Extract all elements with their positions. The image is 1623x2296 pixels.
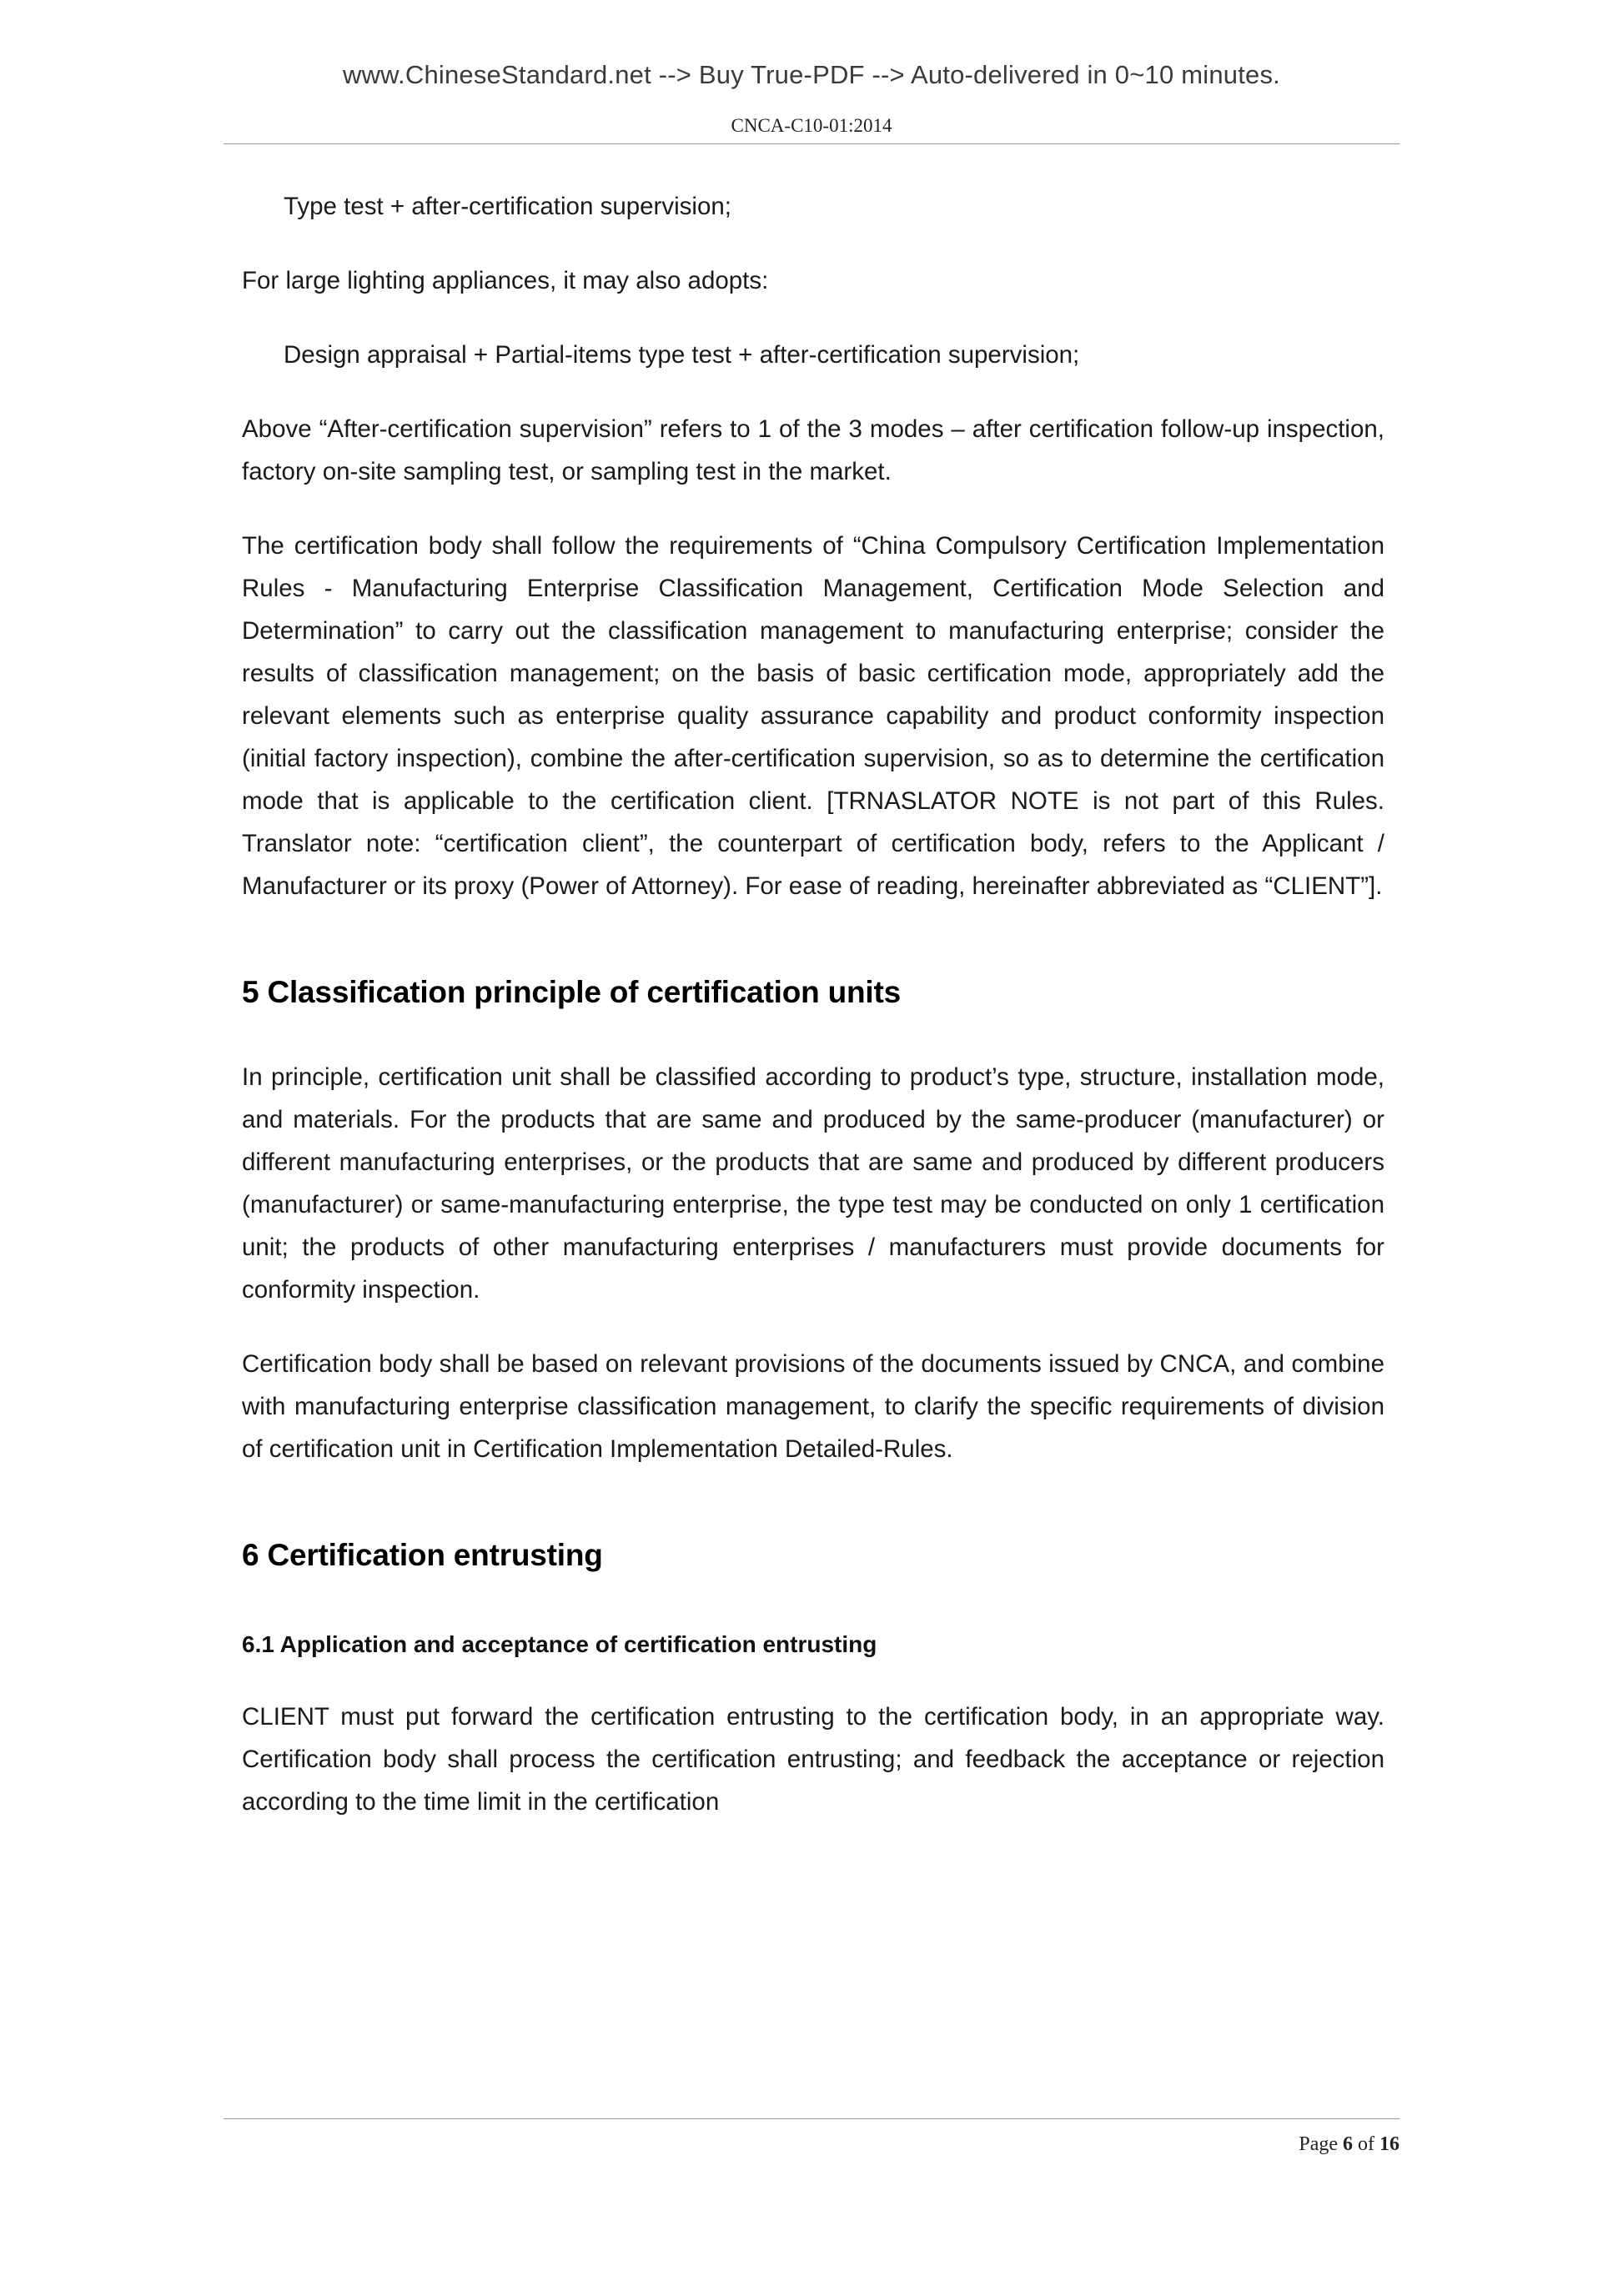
heading-section-5: 5 Classification principle of certification units: [242, 975, 901, 1009]
paragraph-client-entrusting: CLIENT must put forward the certification entrusting to the certification body, in an appropriate way. Certification body shall process the certification entrusting; and feedback the acceptance or rejection according to the time limit in the certification: [242, 1703, 1384, 1816]
footer-of-label: of: [1358, 2133, 1374, 2155]
footer-page-label: Page: [1299, 2133, 1338, 2155]
footer-page-number: 6: [1343, 2133, 1353, 2155]
paragraph-type-test-mode: Type test + after-certification supervision;: [284, 193, 731, 220]
heading-subsection-6-1: 6.1 Application and acceptance of certification entrusting: [242, 1631, 877, 1657]
header-divider: [224, 143, 1399, 144]
paragraph-after-certification-supervision: Above “After-certification supervision” refers to 1 of the 3 modes – after certification follow-up inspection, factory on-site sampling test, or sampling test in the market.: [242, 415, 1384, 485]
paragraph-design-appraisal-mode: Design appraisal + Partial-items type test + after-certification supervision;: [284, 341, 1080, 369]
watermark-promo-text: www.ChineseStandard.net --> Buy True-PDF --> Auto-delivered in 0~10 minutes.: [343, 60, 1280, 89]
paragraph-cnca-provisions: Certification body shall be based on relevant provisions of the documents issued by CNCA, and combine with manufacturing enterprise classification management, to clarify the specific requirements of division of certification unit in Certification Implementation Detailed-Rules.: [242, 1350, 1384, 1463]
footer-total-pages: 16: [1379, 2133, 1399, 2155]
document-content: [242, 185, 1384, 1855]
paragraph-certification-unit-classification: In principle, certification unit shall be classified according to product’s type, structure, installation mode, and materials. For the products that are same and produced by the same-producer (manufacturer) or different manufacturing enterprises, or the products that are same and produced by different producers (manufacturer) or same-manufacturing enterprise, the type test may be conducted on only 1 certification unit; the products of other manufacturing enterprises / manufacturers must provide documents for conformity inspection.: [242, 1063, 1384, 1304]
paragraph-large-lighting-appliances: For large lighting appliances, it may also adopts:: [242, 267, 769, 294]
paragraph-certification-body-requirements: The certification body shall follow the requirements of “China Compulsory Certification Implementation Rules - Manufacturing Enterprise Classification Management, Certification Mode Selection and Determination” to carry out the classification management to manufacturing enterprise; consider the results of classification management; on the basis of basic certification mode, appropriately add the relevant elements such as enterprise quality assurance capability and product conformity inspection (initial factory inspection), combine the after-certification supervision, so as to determine the certification mode that is applicable to the certification client. [TRNASLATOR NOTE is not part of this Rules. Translator note: “certification client”, the counterpart of certification body, refers to the Applicant / Manufacturer or its proxy (Power of Attorney). For ease of reading, hereinafter abbreviated as “CLIENT”].: [242, 532, 1384, 900]
heading-section-6: 6 Certification entrusting: [242, 1538, 603, 1572]
footer-divider: [224, 2118, 1399, 2119]
footer-page-indicator: [224, 2133, 1399, 2156]
header-document-code: CNCA-C10-01:2014: [731, 115, 892, 136]
